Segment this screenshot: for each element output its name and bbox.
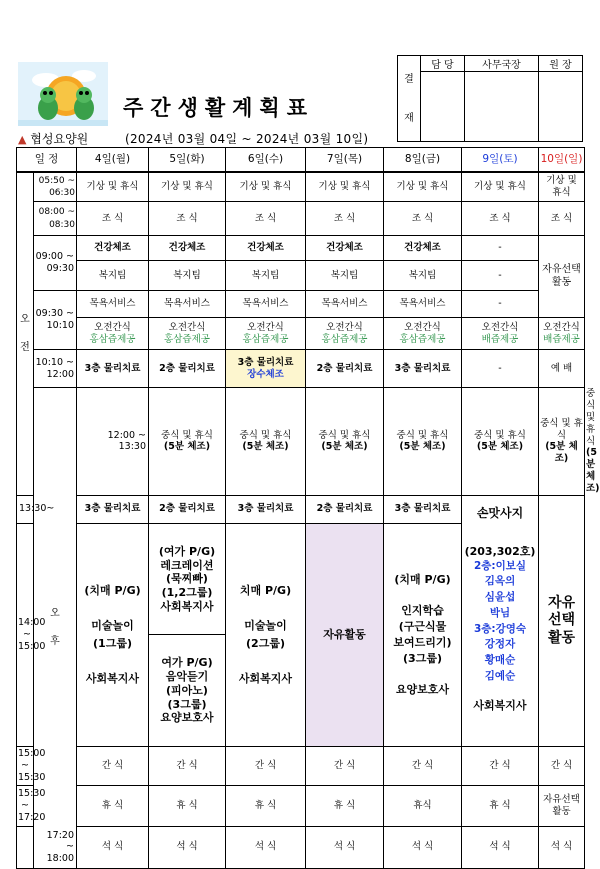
schedule-cell-highlight: 3층 물리치료 장수체조: [226, 350, 306, 388]
schedule-cell: 간 식: [149, 746, 226, 785]
schedule-cell: 중식 및 휴식 (5분 체조): [149, 388, 226, 496]
schedule-cell: 복지팀: [226, 261, 306, 291]
time-cell: 10:10 ~ 12:00: [34, 350, 77, 388]
schedule-cell: 간 식: [77, 746, 149, 785]
time-cell: 09:30 ~ 10:10: [34, 291, 77, 350]
schedule-cell-program-free: 자유활동: [306, 523, 384, 746]
schedule-cell: 중식 및 휴식 (5분 체조): [384, 388, 462, 496]
schedule-cell: 석 식: [539, 826, 585, 868]
schedule-cell: 중식 및 휴식 (5분 체조): [226, 388, 306, 496]
schedule-cell: -: [462, 261, 539, 291]
schedule-cell: 조 식: [226, 202, 306, 236]
organization-name: 협성요양원: [30, 132, 89, 146]
schedule-cell: 간 식: [462, 746, 539, 785]
approval-role: 원 장: [539, 56, 583, 72]
schedule-cell: 자유선택 활동: [539, 785, 585, 826]
weekly-schedule-table: 일 정 4일(월) 5일(화) 6일(수) 7일(목) 8일(금) 9일(토) 10일(일) 오 전 05:50 ~ 06:30 기상 및 휴식 기상 및 휴식 기상 및 휴식 기상 및 휴식 기상 및 휴식 기상 및 휴식 기상 및 휴식 08:00 ~ 08:30 조 식 조 식 조 식 조 식 조 식 조 식 조 식 09:00 ~ 09:30 건강체조 건강체조 건강체조 건강체조 건강체조 - 자유선택 활동 복지팀 복지팀 복지팀 복지팀 복지팀 - 09:30 ~ 10:10 목욕서비스 목욕서비스 목욕서비스 목욕서비스 목욕서비스 - 오전간식 홍삼즙제공 오전간식 홍삼즙제공 오전간식 홍삼즙제공 오전간식 홍삼즙제공 오전간식 홍삼즙제공 오전간식 배즙제공 오전간식 배즙제공 10:10 ~ 12:00 3층 물리치료 2층 물리치료 3층 물리치료 장수체조 2층 물리치료 3층 물리치료 - 예 배 오 후 12:00 ~ 13:30 중식 및 휴식 (5분 체조) 중식 및 휴식 (5분 체조) 중식 및 휴식 (5분 체조) 중식 및 휴식 (5분 체조) 중식 및 휴식 (5분 체조) 중식 및 휴식 (5분 체조) 중식 및 휴식 (5분체조) 13:30~ 3층 물리치료 2층 물리치료 3층 물리치료 2층 물리치료 3층 물리치료 손맛사지 (203,302호) 2층:이보실 김옥의 심윤섭 박님 3층:강영숙 강정자 황매순 김예순 사회복지사 자유 선택 활동 14:00 ~ 15:00 (치매 P/G) 미술놀이 (1그룹) 사회복지사 (여가 P/G) 레크레이션 (묵찌빠) (1,2그룹) 사회복지사 여가 P/G) 음악듣기 (피아노) (3그룹) 요양보호사 치매 P/G) 미술놀이 (2그룹) 사회복지사 자유활동 (치매 P/G) 인지학습 (구근식물 보여드리기) (3그룹) 요양보호사 15:00 ~ 15:30 간 식 간 식 간 식 간 식 간 식 간 식 간 식 15:30 ~ 17:20 휴 식 휴 식 휴 식 휴 식 휴식 휴 식 자유선택 활동 17:20 ~ 18:00 석 식 석 식 석 식 석 식 석 식 석 식 석 식: [16, 147, 585, 869]
schedule-cell: 2층 물리치료: [149, 495, 226, 523]
schedule-cell: 조 식: [77, 202, 149, 236]
program-block-bottom: 여가 P/G) 음악듣기 (피아노) (3그룹) 요양보호사: [149, 634, 225, 746]
schedule-cell: 건강체조: [149, 236, 226, 261]
schedule-cell: 복지팀: [384, 261, 462, 291]
schedule-cell-program: [149, 523, 226, 746]
schedule-cell: 휴식: [384, 785, 462, 826]
time-cell: 12:00 ~ 13:30: [77, 388, 149, 496]
approval-role: 담 당: [421, 56, 465, 72]
schedule-cell: 기상 및 휴식: [539, 172, 585, 202]
schedule-cell: 석 식: [462, 826, 539, 868]
day-header-saturday: 9일(토): [462, 148, 539, 172]
schedule-cell: 목욕서비스: [384, 291, 462, 318]
schedule-cell: 간 식: [384, 746, 462, 785]
schedule-cell: 휴 식: [462, 785, 539, 826]
approval-role: 사무국장: [464, 56, 538, 72]
schedule-cell: 건강체조: [306, 236, 384, 261]
schedule-cell: 오전간식 홍삼즙제공: [226, 318, 306, 350]
day-header: 8일(금): [384, 148, 462, 172]
organization: [18, 130, 88, 147]
signature-box[interactable]: [421, 72, 465, 142]
schedule-cell-program: 치매 P/G) 미술놀이 (2그룹) 사회복지사: [226, 523, 306, 746]
signature-box[interactable]: [464, 72, 538, 142]
day-header: 5일(화): [149, 148, 226, 172]
schedule-cell: 2층 물리치료: [149, 350, 226, 388]
schedule-cell: 중식 및 휴식 (5분 체조): [306, 388, 384, 496]
schedule-cell: -: [462, 291, 539, 318]
approval-box: [397, 55, 583, 142]
schedule-cell: 3층 물리치료: [77, 350, 149, 388]
schedule-cell: 기상 및 휴식: [77, 172, 149, 202]
schedule-cell: 기상 및 휴식: [149, 172, 226, 202]
schedule-cell: 석 식: [226, 826, 306, 868]
day-header: 4일(월): [77, 148, 149, 172]
schedule-cell: 오전간식 홍삼즙제공: [149, 318, 226, 350]
period-label-am: 오 전: [17, 172, 34, 496]
schedule-cell: 기상 및 휴식: [384, 172, 462, 202]
schedule-cell: 석 식: [306, 826, 384, 868]
schedule-cell: 간 식: [306, 746, 384, 785]
schedule-cell: 오전간식 홍삼즙제공: [384, 318, 462, 350]
schedule-cell: 3층 물리치료: [77, 495, 149, 523]
schedule-cell: 휴 식: [149, 785, 226, 826]
schedule-cell-sunday-free: 자유선택 활동: [539, 236, 585, 318]
schedule-cell: 조 식: [462, 202, 539, 236]
schedule-cell: 석 식: [384, 826, 462, 868]
schedule-cell: 휴 식: [77, 785, 149, 826]
schedule-cell: 오전간식 배즙제공: [539, 318, 585, 350]
schedule-period: (2024년 03월 04일 ~ 2024년 03월 10일): [125, 132, 369, 146]
schedule-cell: 오전간식 배즙제공: [462, 318, 539, 350]
program-block-top: (여가 P/G) 레크레이션 (묵찌빠) (1,2그룹) 사회복지사: [158, 544, 216, 613]
schedule-cell: 휴 식: [306, 785, 384, 826]
schedule-cell: 목욕서비스: [77, 291, 149, 318]
schedule-cell: 기상 및 휴식: [306, 172, 384, 202]
schedule-cell: -: [462, 236, 539, 261]
schedule-cell: 목욕서비스: [149, 291, 226, 318]
schedule-cell: 복지팀: [149, 261, 226, 291]
schedule-cell-program: (치매 P/G) 미술놀이 (1그룹) 사회복지사: [77, 523, 149, 746]
organization-logo-icon: ▲: [18, 133, 27, 146]
approval-label: 결 재: [398, 56, 421, 142]
schedule-cell: 간 식: [539, 746, 585, 785]
logo-illustration: [18, 62, 108, 126]
schedule-cell: 3층 물리치료: [226, 495, 306, 523]
schedule-cell: 오전간식 홍삼즙제공: [306, 318, 384, 350]
schedule-cell: 목욕서비스: [226, 291, 306, 318]
time-cell: 08:00 ~ 08:30: [34, 202, 77, 236]
schedule-cell: 간 식: [226, 746, 306, 785]
page-title: 주간생활계획표: [123, 96, 315, 120]
schedule-cell: 목욕서비스: [306, 291, 384, 318]
schedule-cell: 중식 및 휴식 (5분 체조): [539, 388, 585, 496]
period-label-pm: 오 후: [34, 388, 77, 869]
time-cell: 17:20 ~ 18:00: [17, 826, 77, 868]
schedule-cell: 건강체조: [77, 236, 149, 261]
time-cell: 13:30~: [17, 495, 34, 523]
signature-box[interactable]: [539, 72, 583, 142]
time-cell: 05:50 ~ 06:30: [34, 172, 77, 202]
schedule-cell-saturday-massage: 손맛사지 (203,302호) 2층:이보실 김옥의 심윤섭 박님 3층:강영숙 강정자 황매순 김예순 사회복지사: [462, 495, 539, 746]
schedule-cell: 조 식: [149, 202, 226, 236]
schedule-cell: 기상 및 휴식: [226, 172, 306, 202]
schedule-cell: 조 식: [384, 202, 462, 236]
schedule-cell: 건강체조: [384, 236, 462, 261]
schedule-cell-program: (치매 P/G) 인지학습 (구근식물 보여드리기) (3그룹) 요양보호사: [384, 523, 462, 746]
schedule-cell: 복지팀: [306, 261, 384, 291]
schedule-cell: 석 식: [77, 826, 149, 868]
schedule-cell: 3층 물리치료: [384, 495, 462, 523]
time-cell: 14:00 ~ 15:00: [17, 523, 34, 746]
schedule-cell: 중식 및 휴식 (5분 체조): [462, 388, 539, 496]
schedule-cell: 휴 식: [226, 785, 306, 826]
time-cell: 09:00 ~ 09:30: [34, 236, 77, 291]
schedule-cell: 2층 물리치료: [306, 495, 384, 523]
day-header: 6일(수): [226, 148, 306, 172]
time-cell: 15:30 ~ 17:20: [17, 785, 34, 826]
schedule-cell: 복지팀: [77, 261, 149, 291]
schedule-cell: 오전간식 홍삼즙제공: [77, 318, 149, 350]
schedule-cell: 2층 물리치료: [306, 350, 384, 388]
time-cell: 15:00 ~ 15:30: [17, 746, 34, 785]
schedule-cell: 조 식: [306, 202, 384, 236]
schedule-cell: 조 식: [539, 202, 585, 236]
schedule-cell: 건강체조: [226, 236, 306, 261]
schedule-cell: 예 배: [539, 350, 585, 388]
corner-label: 일 정: [17, 148, 77, 172]
schedule-cell-sunday-free-activity: 자유 선택 활동: [539, 495, 585, 746]
schedule-cell: 석 식: [149, 826, 226, 868]
schedule-cell: 기상 및 휴식: [462, 172, 539, 202]
day-header-sunday: 10일(일): [539, 148, 585, 172]
day-header: 7일(목): [306, 148, 384, 172]
schedule-cell: 3층 물리치료: [384, 350, 462, 388]
schedule-cell: -: [462, 350, 539, 388]
